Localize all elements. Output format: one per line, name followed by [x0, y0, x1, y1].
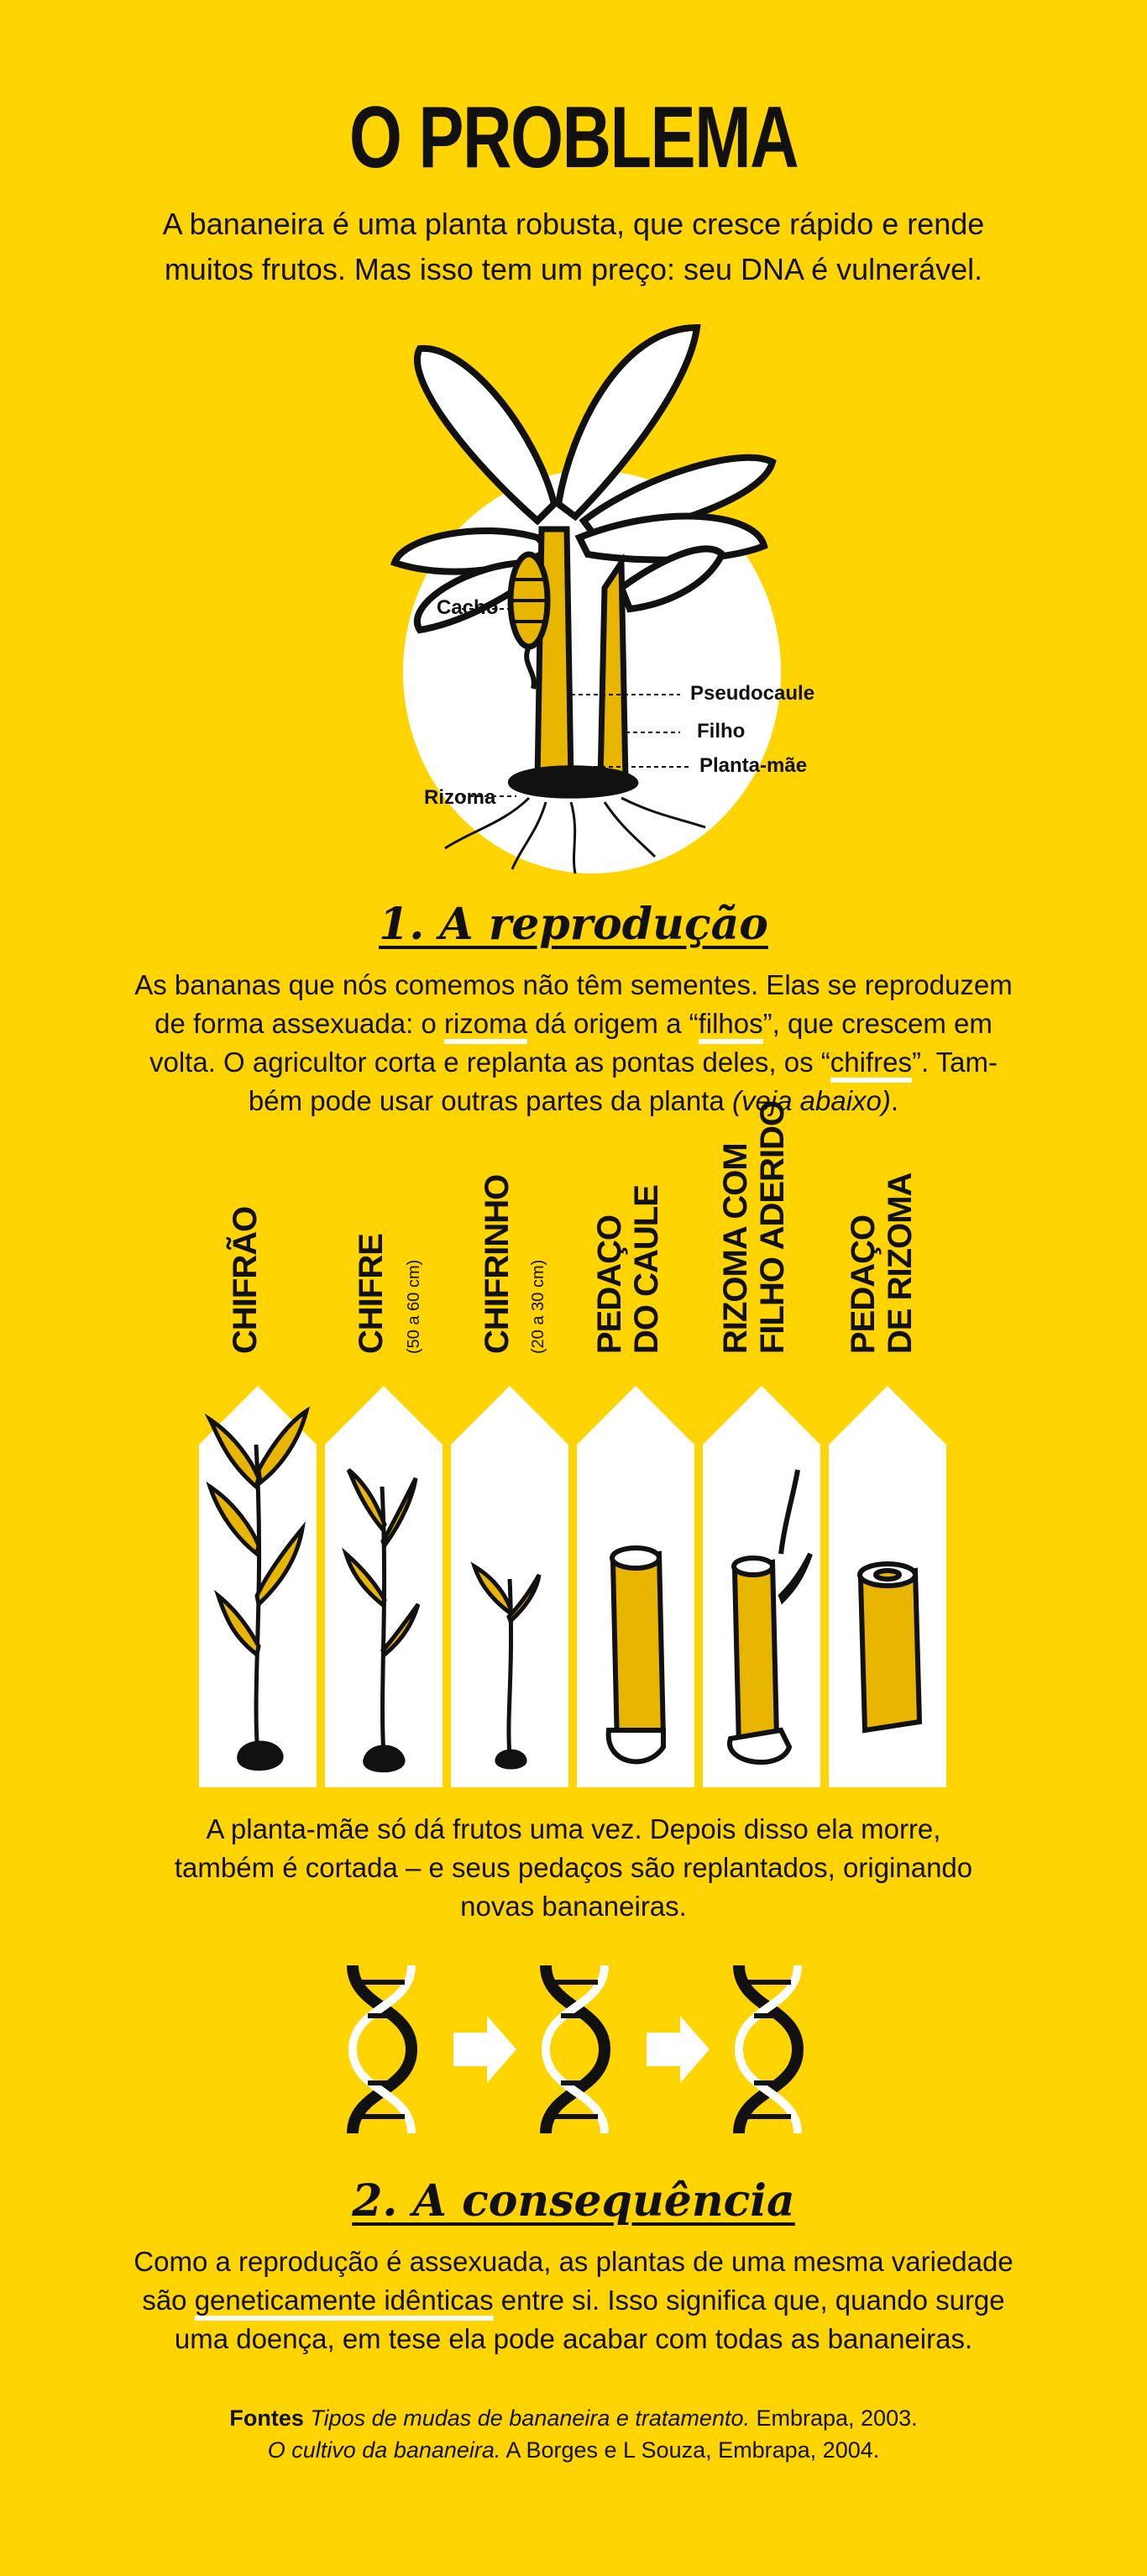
s1-line-4b: .	[890, 1085, 899, 1116]
type-sub-chifrinho: (20 a 30 cm)	[529, 1259, 547, 1354]
sources-line-2	[0, 2434, 1147, 2466]
highlight-chifres: chifres	[830, 1047, 912, 1083]
type-sub-chifre: (50 a 60 cm)	[405, 1259, 423, 1354]
s1-line-2a: de forma assexuada: o	[155, 1008, 444, 1039]
sources	[0, 2402, 1147, 2466]
dna-icon-3	[739, 1965, 798, 2133]
section-1-heading	[0, 899, 1147, 950]
after-line-1: A planta-mãe só dá frutos uma vez. Depois disso ela morre,	[206, 1813, 941, 1844]
arrow-right-icon-2	[647, 2016, 710, 2083]
s2-line-2a: são	[142, 2285, 195, 2316]
after-types-paragraph	[0, 1810, 1147, 1926]
s1-line-2b: dá origem a “	[527, 1008, 699, 1039]
highlight-filhos: filhos	[699, 1008, 763, 1044]
source-2-publisher: A Borges e L Souza, Embrapa, 2004.	[500, 2437, 880, 2463]
arrow-right-icon-1	[453, 2016, 516, 2083]
type-label-pedaco-caule-2: DO CAULE	[628, 1185, 665, 1354]
s2-line-1: Como a reprodução é assexuada, as plantas de uma mesma variedade	[134, 2246, 1013, 2277]
label-cacho: Cacho	[437, 596, 499, 619]
section-2-heading	[0, 2175, 1147, 2227]
source-1-publisher: Embrapa, 2003.	[749, 2405, 918, 2431]
s2-line-3: uma doença, em tese ela pode acabar com todas as bananeiras.	[174, 2323, 973, 2354]
lead-line-2: muitos frutos. Mas isso tem um preço: seu DNA é vulnerável.	[164, 252, 983, 286]
s1-line-2c: ”, que crescem em	[762, 1008, 992, 1039]
s1-line-3b: ”. Tam-	[911, 1047, 998, 1078]
label-rizoma: Rizoma	[424, 786, 496, 809]
s1-line-4-italic: (veja abaixo)	[731, 1085, 891, 1116]
after-line-3: novas bananeiras.	[460, 1891, 687, 1922]
s1-line-3a: volta. O agricultor corta e replanta as pontas deles, os “	[149, 1047, 830, 1078]
type-label-pedaco-rizoma-1: PEDAÇO	[845, 1215, 882, 1354]
s1-line-4	[0, 1082, 1147, 1120]
type-label-chifrao: CHIFRÃO	[227, 1206, 264, 1354]
s1-line-1: As bananas que nós comemos não têm sementes. Elas se reproduzem	[134, 969, 1013, 1000]
section-1-heading-text: 1. A reprodução	[379, 899, 768, 950]
lead-paragraph	[0, 202, 1147, 292]
s1-line-3	[0, 1043, 1147, 1082]
source-1-title: Tipos de mudas de bananeira e tratamento.	[310, 2405, 750, 2431]
label-pseudocaule: Pseudocaule	[690, 682, 815, 705]
after-line-2: também é cortada – e seus pedaços são replantados, originando	[174, 1852, 973, 1883]
source-2-title: O cultivo da bananeira.	[267, 2437, 501, 2463]
s2-line-2b: entre si. Isso significa que, quando surge	[493, 2285, 1005, 2316]
label-filho: Filho	[697, 720, 746, 742]
sources-label: Fontes	[229, 2405, 304, 2431]
s1-line-2	[0, 1005, 1147, 1043]
planting-material-cards	[193, 1386, 949, 1789]
type-label-chifre: CHIFRE	[353, 1234, 390, 1354]
dna-icon-1	[353, 1965, 411, 2133]
type-label-chifrinho: CHIFRINHO	[479, 1174, 516, 1354]
highlight-geneticamente-identicas: geneticamente idênticas	[195, 2285, 494, 2321]
type-label-pedaco-rizoma-2: DE RIZOMA	[882, 1173, 919, 1354]
lead-line-1: A bananeira é uma planta robusta, que cresce rápido e rende	[162, 207, 985, 241]
page-title: O PROBLEMA	[348, 89, 799, 186]
label-planta-mae: Planta-mãe	[699, 754, 808, 777]
highlight-rizoma: rizoma	[444, 1008, 527, 1044]
s1-line-4a: bém pode usar outras partes da planta	[248, 1085, 732, 1116]
sources-line-1	[0, 2402, 1147, 2434]
dna-sequence-illustration	[336, 1965, 823, 2133]
section-2-paragraph	[0, 2243, 1147, 2358]
type-label-rizoma-filho-1: RIZOMA COM	[717, 1143, 754, 1354]
type-label-pedaco-caule-1: PEDAÇO	[591, 1215, 628, 1354]
section-2-heading-text: 2. A consequência	[352, 2175, 795, 2227]
type-label-rizoma-filho-2: FILHO ADERIDO	[754, 1100, 791, 1354]
s2-line-2	[0, 2281, 1147, 2320]
dna-icon-2	[546, 1965, 605, 2133]
section-1-paragraph	[0, 966, 1147, 1120]
